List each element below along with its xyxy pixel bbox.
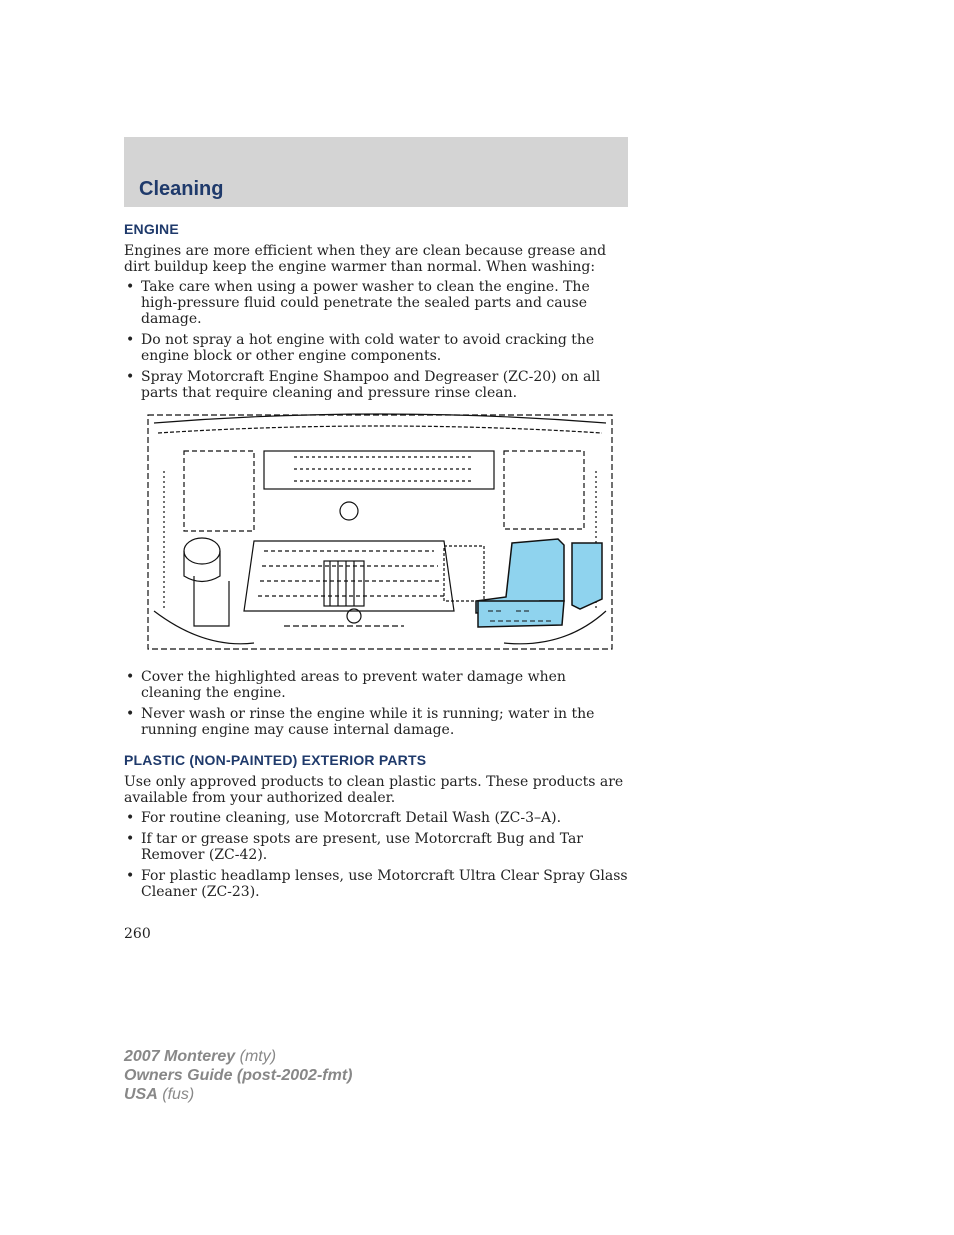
plastic-intro: Use only approved products to clean plastic parts. These products are available from your authorized dealer. [124,774,624,806]
highlight-area [478,601,564,627]
footer-model-code: (mty) [239,1048,277,1065]
engine-bullet-list [124,279,628,401]
engine-intro: Engines are more efficient when they are clean because grease and dirt buildup keep the engine warmer than normal. When washing: [124,243,607,275]
list-item: • Cover the highlighted areas to prevent water damage when cleaning the engine. [124,669,628,701]
list-item: • Never wash or rinse the engine while it is running; water in the running engine may cause internal damage. [124,706,628,738]
engine-diagram-svg [144,411,616,653]
list-item: • If tar or grease spots are present, use Motorcraft Bug and Tar Remover (ZC-42). [124,831,628,863]
list-item: • For plastic headlamp lenses, use Motorcraft Ultra Clear Spray Glass Cleaner (ZC-23). [124,868,628,900]
plastic-heading: PLASTIC (NON-PAINTED) EXTERIOR PARTS [124,752,427,768]
footer-model: 2007 Monterey [124,1048,236,1065]
list-item: • Take care when using a power washer to clean the engine. The high-pressure fluid could penetrate the sealed parts and cause damage. [124,279,628,327]
engine-followup-list [124,669,628,738]
footer-market-code: (fus) [162,1086,195,1103]
page-content [124,221,628,905]
footer-guide: Owners Guide (post-2002-fmt) [124,1067,353,1084]
section-title: Cleaning [139,178,224,200]
plastic-bullet-list [124,810,628,900]
list-item: • Spray Motorcraft Engine Shampoo and Degreaser (ZC-20) on all parts that require cleaning and pressure rinse clean. [124,369,628,401]
highlight-area [572,543,602,609]
list-item: • For routine cleaning, use Motorcraft Detail Wash (ZC-3–A). [124,810,628,826]
section-header-band [124,137,628,207]
list-item: • Do not spray a hot engine with cold water to avoid cracking the engine block or other engine components. [124,332,628,364]
document-footer [124,1047,352,1104]
engine-compartment-illustration [144,411,616,653]
engine-heading: ENGINE [124,221,179,237]
page-number: 260 [124,926,151,942]
footer-market: USA [124,1086,158,1103]
